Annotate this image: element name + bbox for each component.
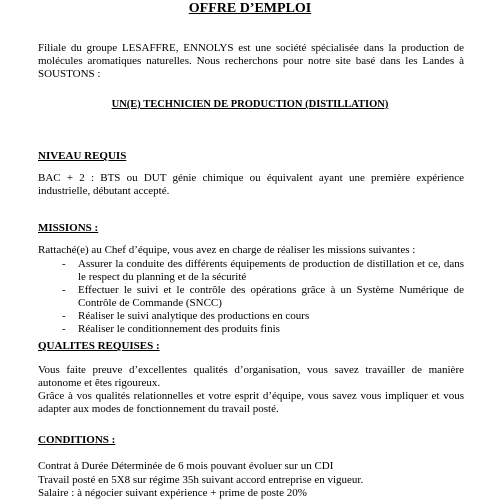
page-title: OFFRE D’EMPLOI [188, 1, 312, 16]
conditions-line: Travail posté en 5X8 sur régime 35h suivant accord entreprise en vigueur. [38, 474, 364, 486]
list-item: - Réaliser le conditionnement des produits finis [62, 323, 464, 336]
qualites-paragraph-2: Grâce à vos qualités relationnelles et votre esprit d’équipe, vous savez vous impliquer et vous adapter aux modes de fonctionnement du travail posté. [38, 390, 464, 415]
conditions-line: Salaire : à négocier suivant expérience + prime de poste 20% [38, 487, 307, 499]
intro-paragraph: Filiale du groupe LESAFFRE, ENNOLYS est une société spécialisée dans la production de molécules aromatiques naturelles. Nous recherchons pour notre site basé dans les Landes à SOUSTONS : [38, 42, 464, 80]
list-item: - Réaliser le suivi analytique des productions en cours [62, 310, 464, 323]
qualites-heading: QUALITES REQUISES : [38, 340, 160, 352]
conditions-line: Contrat à Durée Déterminée de 6 mois pouvant évoluer sur un CDI [38, 460, 334, 472]
qualites-paragraph-1: Vous faite preuve d’excellentes qualités d’organisation, vous savez travailler de manière autonome et êtes rigoureux. [38, 364, 464, 389]
niveau-text: BAC + 2 : BTS ou DUT génie chimique ou équivalent ayant une première expérience industrielle, débutant accepté. [38, 172, 464, 197]
missions-intro: Rattaché(e) au Chef d’équipe, vous avez en charge de réaliser les missions suivantes : [38, 244, 416, 256]
niveau-heading: NIVEAU REQUIS [38, 150, 127, 162]
job-title: UN(E) TECHNICIEN DE PRODUCTION (DISTILLATION) [111, 99, 389, 110]
conditions-heading: CONDITIONS : [38, 434, 116, 446]
list-item: - Effectuer le suivi et le contrôle des opérations grâce à un Système Numérique de Contrôle de Commande (SNCC) [62, 284, 464, 310]
missions-heading: MISSIONS : [38, 222, 99, 234]
missions-list [62, 258, 464, 336]
list-item: - Assurer la conduite des différents équipements de production de distillation et ce, dans le respect du planning et de la sécurité [62, 258, 464, 284]
